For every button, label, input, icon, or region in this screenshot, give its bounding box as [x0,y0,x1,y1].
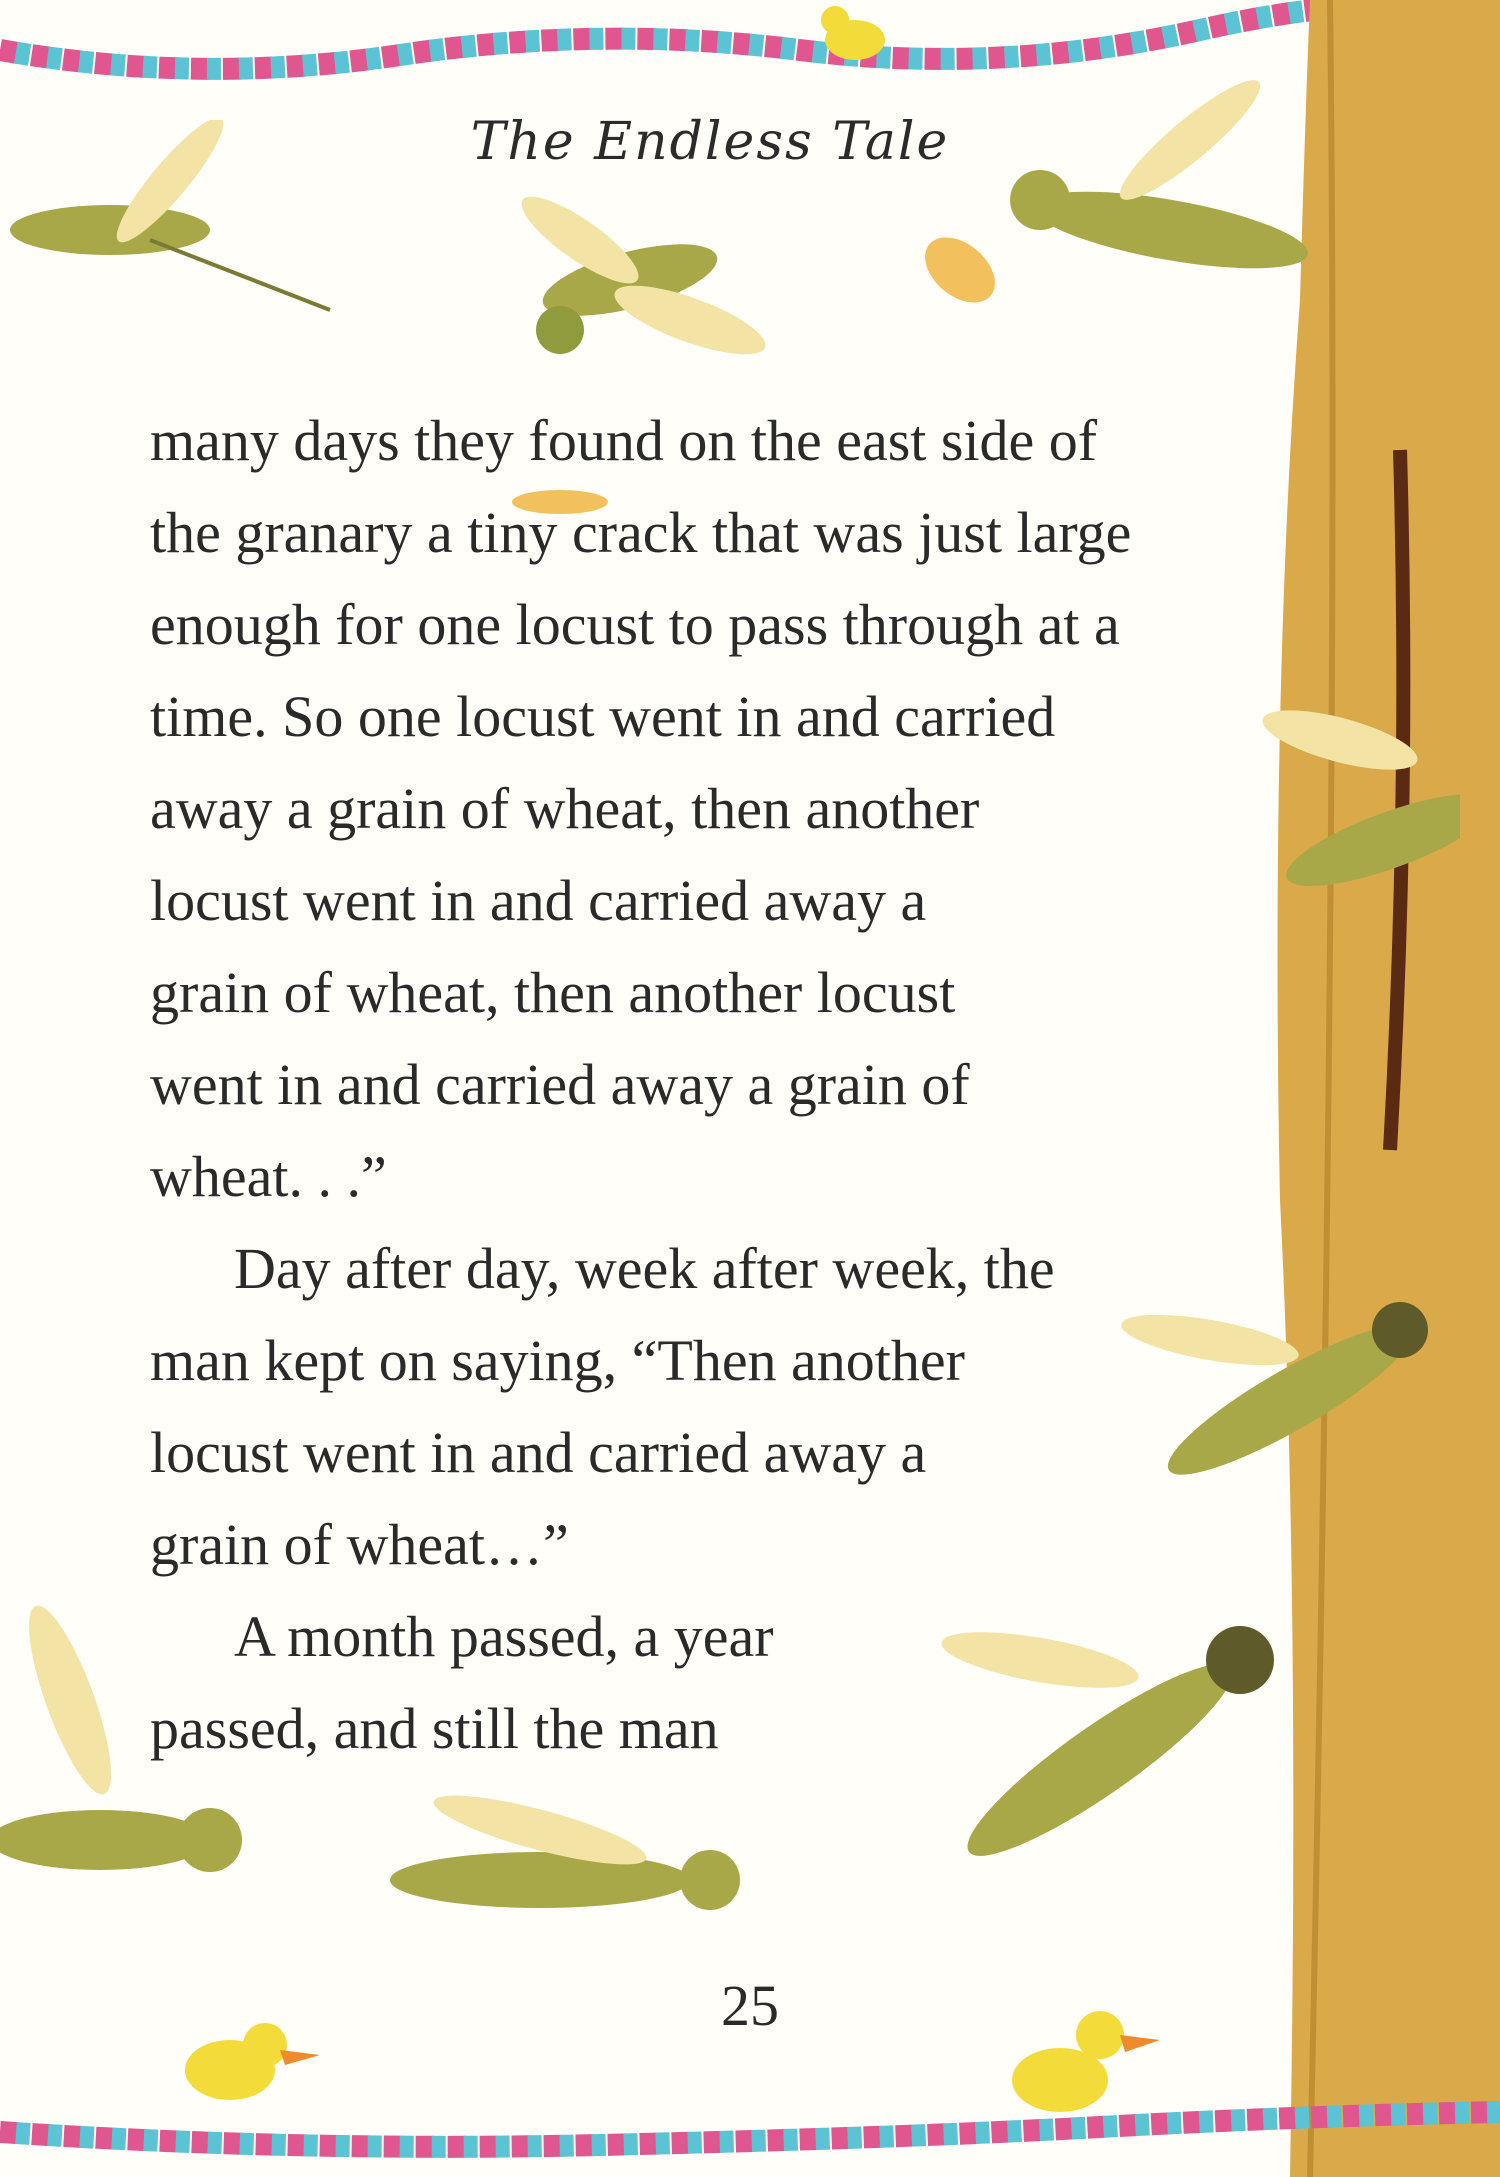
bottom-striped-border [0,2057,1500,2177]
paragraph-2: Day after day, week after week, the man kept on saying, “Then another locust went in and carried away a grain of wheat…” [150,1236,1055,1577]
paragraph-3: A month passed, a year passed, and still the man [150,1604,774,1761]
locust-illustration-bottom-center [320,1760,800,1960]
story-text [150,395,1310,1775]
locust-illustration-top-center [470,180,790,380]
page-number: 25 [721,1973,779,2038]
paragraph-1: many days they found on the east side of the granary a tiny crack that was just large enough for one locust to pass through at a time. So one locust went in and carried away a grain of wheat, then another locust went in and carried away a grain of wheat, then another locust went in and carried away a grain of wheat. . .” [150,408,1132,1209]
running-header-title: The Endless Tale [470,112,950,172]
locust-illustration-top-right [920,60,1340,340]
locust-illustration-top-left [0,120,380,320]
duck-illustration-top [805,0,895,70]
